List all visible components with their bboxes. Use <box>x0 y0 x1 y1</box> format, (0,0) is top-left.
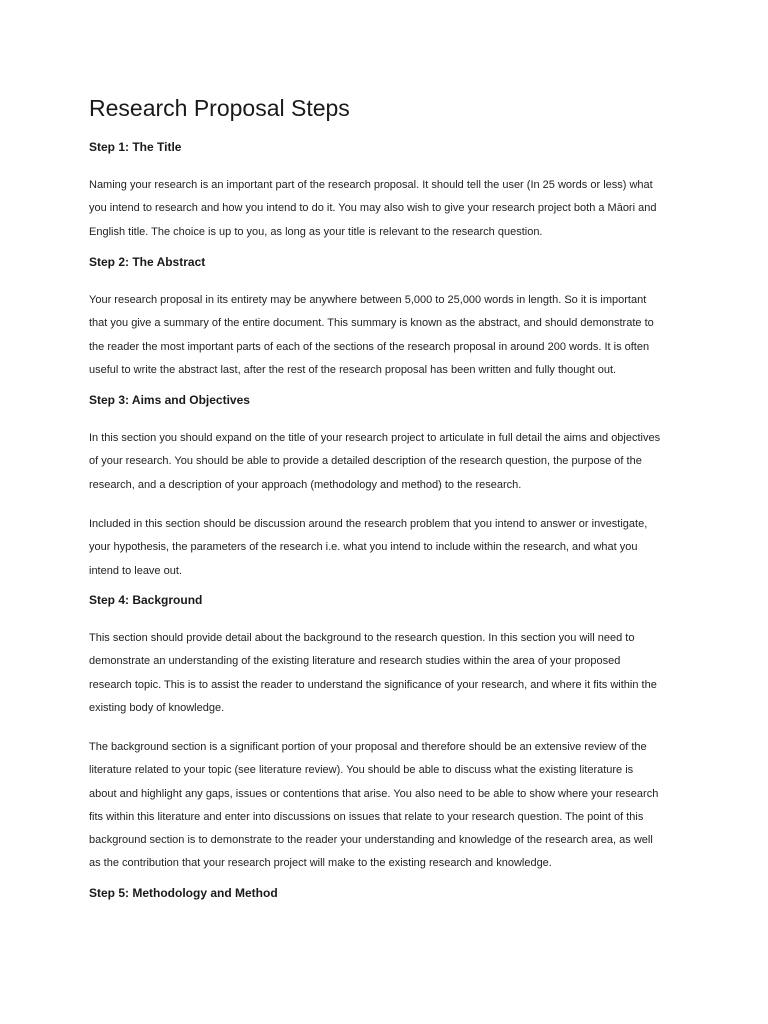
step-4-paragraph-2 <box>89 736 681 876</box>
paragraph-line: existing body of knowledge. <box>89 701 225 714</box>
paragraph-line: intend to leave out. <box>89 564 182 577</box>
paragraph-line: fits within this literature and enter into discussions on issues that relate to your research question. The point of this <box>89 810 644 823</box>
step-3-heading: Step 3: Aims and Objectives <box>89 393 250 407</box>
paragraph-line: The background section is a significant portion of your proposal and therefore should be an extensive review of the <box>89 741 647 753</box>
paragraph-line: This section should provide detail about the background to the research question. In this section you will need to <box>89 632 635 644</box>
step-2-heading: Step 2: The Abstract <box>89 255 206 269</box>
paragraph-line: Naming your research is an important part of the research proposal. It should tell the user (In 25 words or less) what <box>89 179 653 191</box>
paragraph-line: research topic. This is to assist the reader to understand the significance of your research, and where it fits within the <box>89 678 657 691</box>
step-2-paragraph-1 <box>89 289 681 382</box>
step-1-heading: Step 1: The Title <box>89 140 182 154</box>
step-3-paragraph-2 <box>89 513 681 583</box>
paragraph-line: demonstrate an understanding of the existing literature and research studies within the area of your proposed <box>89 655 621 668</box>
paragraph-line: literature related to your topic (see literature review). You should be able to discuss what the existing literature is <box>89 764 634 777</box>
paragraph-line: useful to write the abstract last, after the rest of the research proposal has been written and fully thought out. <box>89 363 617 376</box>
paragraph-line: Your research proposal in its entirety may be anywhere between 5,000 to 25,000 words in length. So it is important <box>89 294 647 306</box>
paragraph-line: research, and a description of your approach (methodology and method) to the research. <box>89 478 522 491</box>
paragraph-line: about and highlight any gaps, issues or contentions that arise. You also need to be able to show where your research <box>89 787 659 800</box>
step-5-heading: Step 5: Methodology and Method <box>89 886 278 900</box>
paragraph-line: your hypothesis, the parameters of the research i.e. what you intend to include within the research, and what you <box>89 541 638 554</box>
step-3-paragraph-1 <box>89 427 681 497</box>
step-4-paragraph-1 <box>89 627 681 720</box>
paragraph-line: background section is to demonstrate to the reader your understanding and knowledge of the research area, as well <box>89 834 653 847</box>
step-1-paragraph-1 <box>89 174 681 244</box>
paragraph-line: that you give a summary of the entire document. This summary is known as the abstract, and should demonstrate to <box>89 317 654 330</box>
paragraph-line: of your research. You should be able to provide a detailed description of the research question, the purpose of the <box>89 455 642 468</box>
paragraph-line: English title. The choice is up to you, as long as your title is relevant to the research question. <box>89 225 543 238</box>
document-title: Research Proposal Steps <box>89 95 350 121</box>
paragraph-line: as the contribution that your research project will make to the existing research and knowledge. <box>89 857 552 870</box>
paragraph-line: the reader the most important parts of each of the sections of the research proposal in around 200 words. It is often <box>89 340 650 353</box>
step-4-heading: Step 4: Background <box>89 593 203 607</box>
paragraph-line: you intend to research and how you intend to do it. You may also wish to give your research project both a Māori and <box>89 202 657 215</box>
paragraph-line: Included in this section should be discussion around the research problem that you intend to answer or investigate, <box>89 518 648 530</box>
paragraph-line: In this section you should expand on the title of your research project to articulate in full detail the aims and objectives <box>89 432 661 444</box>
